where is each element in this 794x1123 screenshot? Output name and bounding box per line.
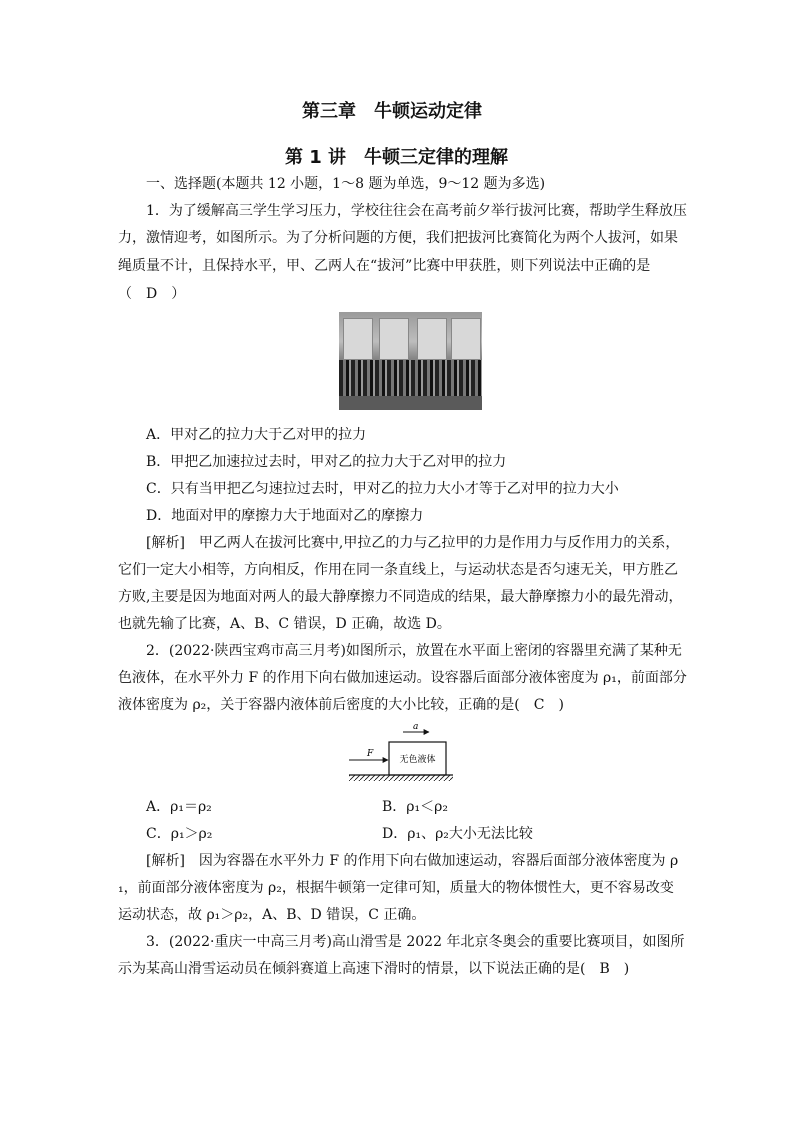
force-label: F [367, 749, 374, 759]
q1-line: 1．为了缓解高三学生学习压力，学校往往会在高考前夕举行拔河比赛，帮助学生释放压 [146, 203, 687, 219]
q2-option-a: A．ρ₁＝ρ₂ [146, 799, 212, 815]
q1-analysis: 它们一定大小相等，方向相反，作用在同一条直线上，与运动状态是否匀速无关，甲方胜乙 [118, 562, 678, 578]
ground-hatching [349, 775, 453, 781]
container-label: 无色液体 [399, 755, 436, 765]
lesson-title: 第 1 讲 牛顿三定律的理解 [285, 147, 509, 168]
q1-option-d: D．地面对甲的摩擦力大于地面对乙的摩擦力 [146, 508, 424, 524]
q3-line: 3．(2022·重庆一中高三月考)高山滑雪是 2022 年北京冬奥会的重要比赛项目，如图所 [146, 934, 685, 950]
q1-analysis: [解析] 甲乙两人在拔河比赛中,甲拉乙的力与乙拉甲的力是作用力与反作用力的关系， [146, 535, 680, 551]
q1-analysis: 方败,主要是因为地面对两人的最大静摩擦力不同造成的结果，最大静摩擦力小的最先滑动， [118, 589, 683, 605]
q2-analysis: ₁，前面部分液体密度为 ρ₂，根据牛顿第一定律可知，质量大的物体惯性大，更不容易改变 [118, 880, 674, 896]
section-header: 一、选择题(本题共 12 小题，1～8 题为单选，9～12 题为多选) [146, 176, 546, 192]
q2-line: 色液体，在水平外力 F 的作用下向右做加速运动。设容器后面部分液体密度为 ρ₁，前面部分 [118, 670, 687, 686]
q1-line: 绳质量不计，且保持水平，甲、乙两人在“拔河”比赛中甲获胜，则下列说法中正确的是 [118, 258, 651, 274]
q2-option-c: C．ρ₁＞ρ₂ [146, 826, 213, 842]
q2-analysis: 运动状态，故 ρ₁＞ρ₂，A、B、D 错误，C 正确。 [118, 907, 426, 923]
q3-line: 示为某高山滑雪运动员在倾斜赛道上高速下滑时的情景，以下说法正确的是( B ) [118, 961, 630, 977]
q2-analysis: [解析] 因为容器在水平外力 F 的作用下向右做加速运动，容器后面部分液体密度为 ρ [146, 853, 679, 869]
q1-analysis: 也就先输了比赛，A、B、C 错误，D 正确，故选 D。 [118, 616, 451, 632]
q1-option-b: B．甲把乙加速拉过去时，甲对乙的拉力大于乙对甲的拉力 [146, 454, 507, 470]
q2-line: 液体密度为 ρ₂，关于容器内液体前后密度的大小比较，正确的是( C ) [118, 697, 564, 713]
q1-line: 力，激情迎考，如图所示。为了分析问题的方便，我们把拔河比赛简化为两个人拔河，如果 [118, 230, 678, 246]
q2-option-d: D．ρ₁、ρ₂大小无法比较 [382, 826, 533, 842]
q2-line: 2．(2022·陕西宝鸡市高三月考)如图所示，放置在水平面上密闭的容器里充满了某种无 [146, 643, 682, 659]
acceleration-label: a [413, 722, 419, 732]
q1-option-c: C．只有当甲把乙匀速拉过去时，甲对乙的拉力大小才等于乙对甲的拉力大小 [146, 481, 619, 497]
q1-option-a: A．甲对乙的拉力大于乙对甲的拉力 [146, 427, 367, 443]
chapter-title: 第三章 牛顿运动定律 [302, 101, 482, 122]
q1-line: （ D ） [118, 286, 186, 302]
container-diagram [345, 720, 455, 786]
tug-of-war-photo [339, 312, 482, 410]
q2-option-b: B．ρ₁＜ρ₂ [382, 799, 448, 815]
